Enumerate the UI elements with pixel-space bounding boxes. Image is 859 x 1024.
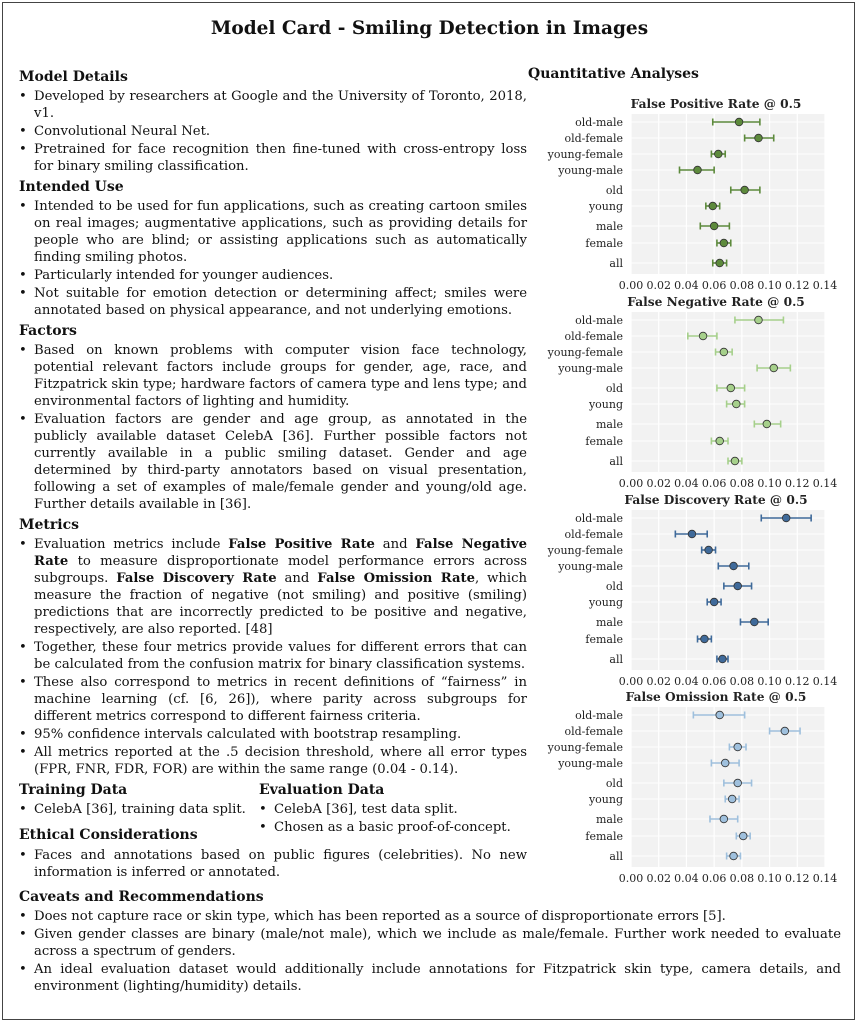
data-point — [710, 598, 718, 606]
category-label: female — [585, 237, 623, 250]
data-point — [688, 530, 696, 538]
x-tick-label: 0.14 — [812, 872, 838, 885]
data-point — [720, 815, 728, 823]
list-item: • Faces and annotations based on public figures (celebrities). No new information is inferred or annotated. — [19, 847, 527, 881]
metrics-list — [19, 536, 527, 778]
category-label: old — [605, 382, 623, 395]
data-point — [751, 618, 759, 626]
data-point — [741, 186, 749, 194]
data-point — [735, 118, 743, 126]
data-point — [734, 743, 742, 751]
x-tick-label: 0.14 — [812, 279, 838, 292]
list-item: • CelebA [36], test data split. — [259, 801, 527, 818]
x-tick-label: 0.06 — [701, 675, 727, 688]
intended-use-section — [19, 178, 527, 319]
metrics-text: Evaluation metrics include — [34, 537, 229, 552]
data-point — [730, 852, 738, 860]
list-item: • Chosen as a basic proof-of-concept. — [259, 819, 527, 836]
data-point — [770, 364, 778, 372]
list-item: • These also correspond to metrics in recent definitions of “fairness” in machine learning (cf. [6, 26]), where parity across subgroups for different metrics correspond to different fairness criteria. — [19, 674, 527, 725]
category-label: young-female — [547, 346, 623, 359]
evaluation-data-section — [259, 781, 527, 836]
x-tick-label: 0.14 — [812, 675, 838, 688]
x-tick-label: 0.08 — [729, 675, 755, 688]
data-point — [728, 795, 736, 803]
category-label: young-male — [558, 560, 623, 573]
metrics-term-for: False Omission Rate — [317, 571, 475, 586]
data-point — [734, 779, 742, 787]
category-label: female — [585, 633, 623, 646]
data-point — [710, 222, 718, 230]
x-tick-label: 0.02 — [646, 477, 671, 490]
category-label: old-female — [564, 132, 623, 145]
category-label: male — [595, 616, 623, 629]
category-label: male — [595, 418, 623, 431]
data-point — [727, 384, 735, 392]
x-tick-label: 0.06 — [701, 477, 727, 490]
metrics-text: , which measure the fraction of negative (not smiling) and positive (smiling) predictions that are incorrectly predicted to be positive and negative, respectively, are also reported. [48] — [34, 571, 528, 637]
data-point — [720, 239, 728, 247]
c1 — [19, 781, 259, 847]
metrics-heading: Metrics — [19, 517, 79, 533]
list-item: • Not suitable for emotion detection or determining affect; smiles were annotated based on physical appearance, and not underlying emotions. — [19, 285, 527, 319]
c2 — [259, 781, 527, 847]
list-item: • 95% confidence intervals calculated with bootstrap resampling. — [19, 726, 527, 743]
list-item: • An ideal evaluation dataset would additionally include annotations for Fitzpatrick skin type, camera details, and environment (lighting/humidity) details. — [19, 961, 841, 995]
intended-use-list — [19, 198, 527, 319]
category-label: all — [609, 653, 623, 666]
data-point — [755, 134, 763, 142]
metrics-term-fpr: False Positive Rate — [228, 537, 375, 552]
category-label: old-male — [575, 116, 623, 129]
chart-title: False Omission Rate @ 0.5 — [625, 690, 807, 704]
x-tick-label: 0.10 — [757, 279, 782, 292]
data-point — [716, 711, 724, 719]
data-point — [763, 420, 771, 428]
intended-use-heading: Intended Use — [19, 179, 124, 195]
x-tick-label: 0.08 — [729, 477, 755, 490]
quantitative-heading: Quantitative Analyses — [528, 66, 699, 82]
x-tick-label: 0.10 — [757, 872, 782, 885]
category-label: all — [609, 455, 623, 468]
model-details-section — [19, 68, 527, 175]
data-point — [716, 437, 724, 445]
x-tick-label: 0.12 — [785, 279, 810, 292]
data-point — [731, 457, 739, 465]
data-point — [719, 655, 727, 663]
data-point — [705, 546, 713, 554]
data-point — [782, 514, 790, 522]
list-item: • Particularly intended for younger audiences. — [19, 267, 527, 284]
data-point — [701, 635, 709, 643]
x-tick-label: 0.10 — [757, 675, 782, 688]
list-item: • Does not capture race or skin type, which has been reported as a source of disproportionate errors [5]. — [19, 908, 841, 925]
data-point — [734, 582, 742, 590]
data-point — [781, 727, 789, 735]
data-point — [715, 150, 723, 158]
x-tick-label: 0.12 — [785, 477, 810, 490]
x-tick-label: 0.12 — [785, 675, 810, 688]
ethical-section — [19, 826, 259, 844]
list-item: • Based on known problems with computer vision face technology, potential relevant factors include groups for gender, age, race, and Fitzpatrick skin type; hardware factors of camera type and lens type; and environmental factors of lighting and humidity. — [19, 342, 527, 410]
category-label: old — [605, 580, 623, 593]
category-label: female — [585, 435, 623, 448]
page-title: Model Card - Smiling Detection in Images — [210, 18, 649, 39]
charts-svg — [528, 66, 848, 886]
factors-list — [19, 342, 527, 513]
data-point — [730, 562, 738, 570]
x-tick-label: 0.00 — [618, 675, 644, 688]
metrics-term-fnr: False Negative Rate — [34, 537, 527, 569]
ethical-list — [19, 847, 527, 881]
x-tick-label: 0.00 — [618, 279, 644, 292]
category-label: old — [605, 777, 623, 790]
list-item: • Evaluation factors are gender and age group, as annotated in the publicly available dataset CelebA [36]. Further possible factors not currently available in a public smiling dataset. Gender and age determined by third-party annotators based on visual presentation, following a set of examples of male/female gender and young/old age. Further details available in [36]. — [19, 411, 527, 513]
category-label: young-male — [558, 362, 623, 375]
data-point — [739, 832, 747, 840]
category-label: all — [609, 257, 623, 270]
data-sections — [19, 781, 527, 847]
x-tick-label: 0.00 — [618, 872, 644, 885]
category-label: all — [609, 850, 623, 863]
x-tick-label: 0.02 — [646, 872, 671, 885]
category-label: young — [588, 200, 623, 213]
caveats-section — [19, 888, 841, 996]
category-label: young — [588, 398, 623, 411]
metrics-text: to measure disproportionate model performance errors across subgroups. — [34, 554, 527, 586]
category-label: young-female — [547, 148, 623, 161]
list-item — [19, 536, 527, 638]
list-item: • Convolutional Neural Net. — [19, 123, 527, 140]
data-point — [755, 316, 763, 324]
model-details-heading: Model Details — [19, 69, 128, 85]
category-label: old-female — [564, 330, 623, 343]
x-tick-label: 0.10 — [757, 477, 782, 490]
category-label: male — [595, 813, 623, 826]
chart-title: False Negative Rate @ 0.5 — [627, 295, 805, 309]
category-label: young-male — [558, 164, 623, 177]
category-label: old-male — [575, 314, 623, 327]
factors-section — [19, 322, 527, 513]
ethical-heading: Ethical Considerations — [19, 827, 198, 843]
x-tick-label: 0.06 — [701, 279, 727, 292]
x-tick-label: 0.14 — [812, 477, 838, 490]
x-tick-label: 0.08 — [729, 872, 755, 885]
caveats-list — [19, 908, 841, 995]
metrics-text: and — [374, 537, 416, 552]
list-item: • Pretrained for face recognition then fine-tuned with cross-entropy loss for binary smiling classification. — [19, 141, 527, 175]
data-point — [709, 202, 717, 210]
x-tick-label: 0.04 — [674, 279, 699, 292]
data-point — [721, 759, 729, 767]
evaluation-data-list — [259, 801, 527, 836]
list-item: • Developed by researchers at Google and the University of Toronto, 2018, v1. — [19, 88, 527, 122]
list-item: • Intended to be used for fun applications, such as creating cartoon smiles on real images; augmentative applications, such as providing details for people who are blind; or assisting applications such as automatically finding smiling photos. — [19, 198, 527, 266]
chart-title: False Discovery Rate @ 0.5 — [624, 493, 808, 507]
list-item: • Together, these four metrics provide values for different errors that can be calculated from the confusion matrix for binary classification systems. — [19, 639, 527, 673]
category-label: female — [585, 830, 623, 843]
category-label: old-female — [564, 725, 623, 738]
training-data-section — [19, 781, 259, 818]
x-tick-label: 0.00 — [618, 477, 644, 490]
category-label: young-male — [558, 757, 623, 770]
x-tick-label: 0.04 — [674, 477, 699, 490]
x-tick-label: 0.02 — [646, 279, 671, 292]
data-point — [699, 332, 707, 340]
metrics-section — [19, 516, 527, 778]
left-column — [19, 68, 527, 882]
data-point — [694, 166, 702, 174]
factors-heading: Factors — [19, 323, 77, 339]
category-label: young-female — [547, 741, 623, 754]
data-point — [733, 400, 741, 408]
metrics-text: and — [276, 571, 318, 586]
x-tick-label: 0.04 — [674, 872, 699, 885]
metrics-term-fdr: False Discovery Rate — [116, 571, 277, 586]
model-details-list — [19, 88, 527, 175]
x-tick-label: 0.06 — [701, 872, 727, 885]
data-point — [720, 348, 728, 356]
x-tick-label: 0.02 — [646, 675, 671, 688]
caveats-heading: Caveats and Recommendations — [19, 889, 264, 905]
data-point — [716, 259, 724, 267]
list-item: • All metrics reported at the .5 decision threshold, where all error types (FPR, FNR, FDR, FOR) are within the same range (0.04 - 0.14). — [19, 744, 527, 778]
category-label: young — [588, 596, 623, 609]
x-tick-label: 0.08 — [729, 279, 755, 292]
evaluation-data-heading: Evaluation Data — [259, 782, 385, 798]
x-tick-label: 0.12 — [785, 872, 810, 885]
category-label: young-female — [547, 544, 623, 557]
category-label: old-male — [575, 512, 623, 525]
chart-title: False Positive Rate @ 0.5 — [630, 97, 802, 111]
list-item: • Given gender classes are binary (male/not male), which we include as male/female. Further work needed to evaluate across a spectrum of genders. — [19, 926, 841, 960]
category-label: old-female — [564, 528, 623, 541]
category-label: old-male — [575, 709, 623, 722]
x-tick-label: 0.04 — [674, 675, 699, 688]
quantitative-analyses — [528, 66, 848, 890]
training-data-heading: Training Data — [19, 782, 128, 798]
training-data-list — [19, 801, 259, 818]
category-label: male — [595, 220, 623, 233]
category-label: old — [605, 184, 623, 197]
category-label: young — [588, 793, 623, 806]
list-item: • CelebA [36], training data split. — [19, 801, 259, 818]
